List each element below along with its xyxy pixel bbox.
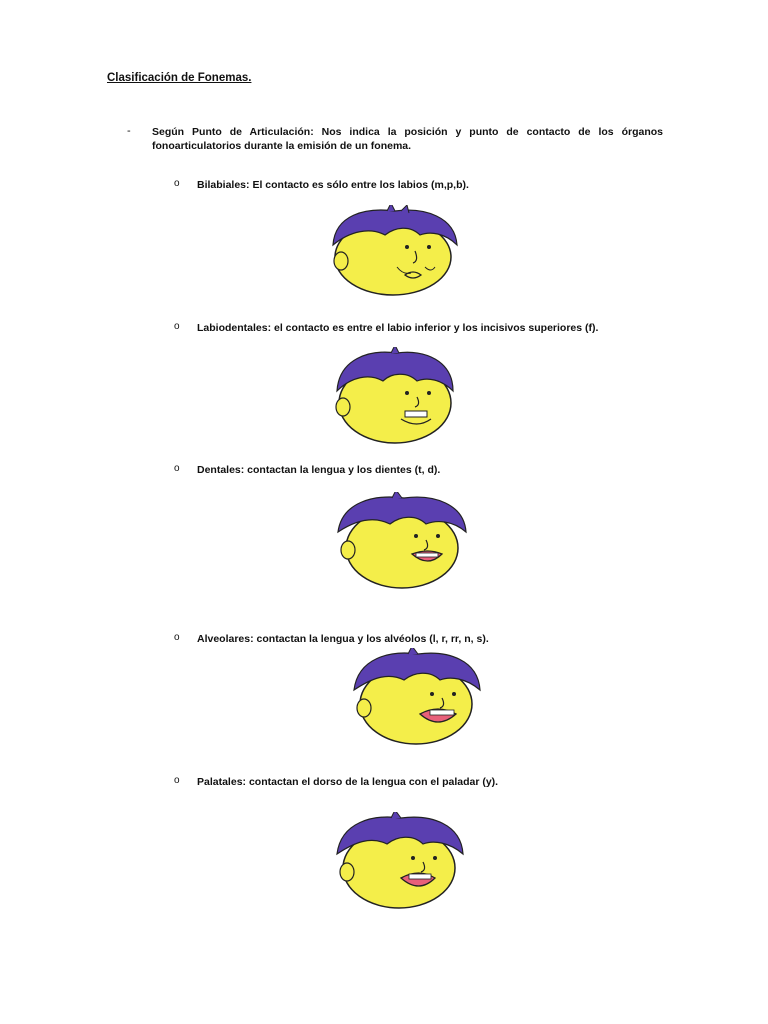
sub-item-alveolares bbox=[174, 633, 489, 645]
face-bilabial-icon bbox=[325, 205, 465, 305]
circle-bullet: o bbox=[174, 775, 180, 786]
face-alveolar-icon bbox=[346, 648, 486, 748]
sub-item-text: Bilabiales: El contacto es sólo entre los labios (m,p,b). bbox=[197, 179, 469, 191]
sub-item-text: Palatales: contactan el dorso de la lengua con el paladar (y). bbox=[197, 776, 499, 788]
face-dental-icon bbox=[332, 492, 472, 592]
sub-item-text: Labiodentales: el contacto es entre el labio inferior y los incisivos superiores (f). bbox=[197, 322, 599, 334]
circle-bullet: o bbox=[174, 178, 180, 189]
sub-item-palatales bbox=[174, 776, 498, 788]
sub-item-dentales bbox=[174, 464, 440, 476]
circle-bullet: o bbox=[174, 632, 180, 643]
sub-item-labiodentales bbox=[174, 322, 598, 334]
main-bullet-item bbox=[127, 125, 663, 153]
sub-item-text: Alveolares: contactan la lengua y los alvéolos (l, r, rr, n, s). bbox=[197, 633, 489, 645]
page-title: Clasificación de Fonemas. bbox=[107, 72, 252, 84]
face-palatal-icon bbox=[329, 812, 469, 912]
main-bullet-text: Según Punto de Articulación: Nos indica la posición y punto de contacto de los órganos fonoarticulatorios durante la emisión de un fonema. bbox=[152, 126, 663, 152]
sub-item-text: Dentales: contactan la lengua y los dientes (t, d). bbox=[197, 464, 441, 476]
sub-item-bilabiales bbox=[174, 179, 469, 191]
circle-bullet: o bbox=[174, 321, 180, 332]
face-labiodental-icon bbox=[325, 347, 465, 447]
circle-bullet: o bbox=[174, 463, 180, 474]
dash-bullet: - bbox=[127, 125, 131, 137]
